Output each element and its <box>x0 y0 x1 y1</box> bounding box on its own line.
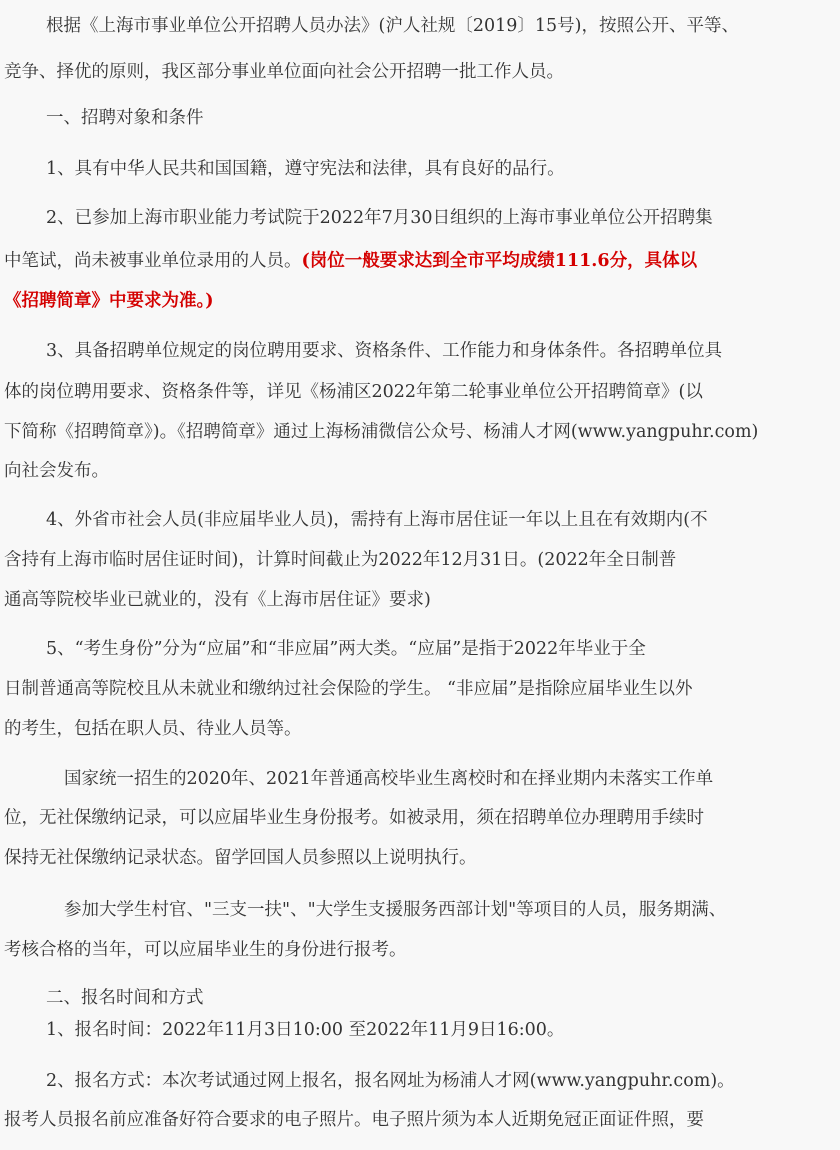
text-line: 2、报名方式：本次考试通过网上报名，报名网址为杨浦人才网(www.yangpuhr.com)。 <box>46 1071 735 1091</box>
text-line: 通高等院校毕业已就业的，没有《上海市居住证》要求) <box>4 590 431 610</box>
text-line: 4、外省市社会人员(非应届毕业人员)，需持有上海市居住证一年以上且在有效期内(不 <box>46 510 708 530</box>
text-line: 的考生，包括在职人员、待业人员等。 <box>4 719 302 739</box>
text-line: 日制普通高等院校且从未就业和缴纳过社会保险的学生。 “非应届”是指除应届毕业生以外 <box>4 679 693 699</box>
text-line: 1、具有中华人民共和国国籍，遵守宪法和法律，具有良好的品行。 <box>46 159 565 179</box>
text-line: 1、报名时间：2022年11月3日10:00 至2022年11月9日16:00。 <box>46 1020 565 1040</box>
text-line: 3、具备招聘单位规定的岗位聘用要求、资格条件、工作能力和身体条件。各招聘单位具 <box>46 341 723 361</box>
text-line: 报考人员报名前应准备好符合要求的电子照片。电子照片须为本人近期免冠正面证件照，要 <box>4 1110 704 1130</box>
text-line <box>4 249 697 273</box>
text-line: 体的岗位聘用要求、资格条件等，详见《杨浦区2022年第二轮事业单位公开招聘简章》(以 <box>4 382 703 402</box>
text-line: 参加大学生村官、"三支一扶"、"大学生支援服务西部计划"等项目的人员，服务期满、 <box>64 900 727 920</box>
text-line: 位，无社保缴纳记录，可以应届毕业生身份报考。如被录用，须在招聘单位办理聘用手续时 <box>4 808 704 828</box>
text-line: 保持无社保缴纳记录状态。留学回国人员参照以上说明执行。 <box>4 848 477 868</box>
text-normal: 中笔试，尚未被事业单位录用的人员。 <box>4 251 302 271</box>
text-line: 国家统一招生的2020年、2021年普通高校毕业生离校时和在择业期内未落实工作单 <box>64 769 714 789</box>
text-line: 向社会发布。 <box>4 461 109 481</box>
text-line: 根据《上海市事业单位公开招聘人员办法》(沪人社规〔2019〕15号)，按照公开、平等、 <box>46 16 739 36</box>
text-line: 考核合格的当年，可以应届毕业生的身份进行报考。 <box>4 940 407 960</box>
highlight-requirement: (岗位一般要求达到全市平均成绩111.6分，具体以 <box>301 251 698 271</box>
text-line: 含持有上海市临时居住证时间)，计算时间截止为2022年12月31日。(2022年全日制普 <box>4 550 677 570</box>
text-line: 竞争、择优的原则，我区部分事业单位面向社会公开招聘一批工作人员。 <box>4 62 564 82</box>
text-line: 2、已参加上海市职业能力考试院于2022年7月30日组织的上海市事业单位公开招聘集 <box>46 208 713 228</box>
section-heading-2: 二、报名时间和方式 <box>46 988 204 1008</box>
text-line: 5、“考生身份”分为“应届”和“非应届”两大类。“应届”是指于2022年毕业于全 <box>46 639 646 659</box>
text-line: 下简称《招聘简章》)。《招聘简章》通过上海杨浦微信公众号、杨浦人才网(www.yangpuhr.com) <box>4 422 759 442</box>
highlight-requirement: 《招聘简章》中要求为准。) <box>4 291 214 311</box>
section-heading-1: 一、招聘对象和条件 <box>46 108 204 128</box>
